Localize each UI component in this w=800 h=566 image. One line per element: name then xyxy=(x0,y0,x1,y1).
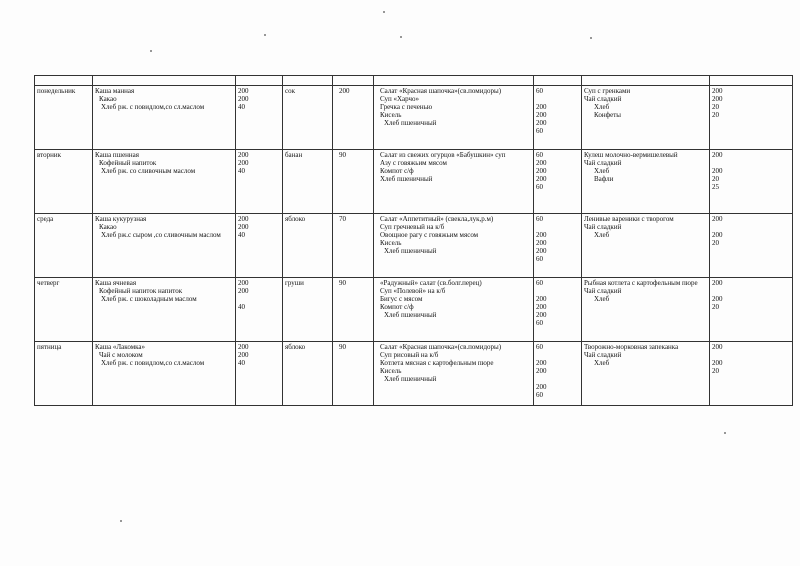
cell-line: 200 xyxy=(536,367,547,375)
cell-line: 200 xyxy=(536,383,547,391)
cell-line: 60 xyxy=(536,183,543,191)
table-row xyxy=(35,214,793,278)
breakfast-cell xyxy=(93,86,236,150)
cell-line: 20 xyxy=(712,103,719,111)
cell-text: 70 xyxy=(339,215,346,223)
cell-line: Хлеб пшеничный xyxy=(384,375,437,383)
cell-line: Творожно-морковная запеканка xyxy=(584,343,679,351)
cell-line: 20 xyxy=(712,303,719,311)
scan-speck xyxy=(383,11,385,13)
cell-line: Компот с/ф xyxy=(380,303,414,311)
table-row xyxy=(35,86,793,150)
cell-line: 200 xyxy=(712,343,723,351)
snack-cell xyxy=(283,342,333,406)
cell-line: Хлеб xyxy=(594,103,610,111)
cell-line: 200 xyxy=(238,223,249,231)
cell-line: Суп гречневый на к/б xyxy=(380,223,445,231)
cell-line: 200 xyxy=(536,167,547,175)
cell-line: Хлеб пшеничный xyxy=(384,119,437,127)
cell-line: Каша манная xyxy=(95,87,135,95)
cell-line: 60 xyxy=(536,151,543,159)
cell-line: 200 xyxy=(238,343,249,351)
afternoon-tea-grams-cell xyxy=(710,86,793,150)
cell-line: Суп «Полевой» на к/б xyxy=(380,287,446,295)
cell-line: 200 xyxy=(238,159,249,167)
cell-text: пятница xyxy=(37,343,62,351)
cell-line: 60 xyxy=(536,319,543,327)
cell-line: Азу с говяжьим мясом xyxy=(380,159,447,167)
cell-text: 90 xyxy=(339,279,346,287)
breakfast-grams-cell xyxy=(236,150,283,214)
cell-line: 200 xyxy=(238,87,249,95)
cell-line xyxy=(712,287,790,295)
afternoon-tea-cell xyxy=(582,278,710,342)
cell-line: Хлеб рж.с сыром ,со сливочным маслом xyxy=(101,231,221,239)
cell-line xyxy=(536,351,579,359)
cell-line: 20 xyxy=(712,367,719,375)
cell-line xyxy=(712,351,790,359)
cell-line: Суп с гренками xyxy=(584,87,631,95)
cell-text: четверг xyxy=(37,279,60,287)
cell-line: Суп рисовый на к/б xyxy=(380,351,439,359)
cell-line: 20 xyxy=(712,239,719,247)
cell-line: 200 xyxy=(536,111,547,119)
cell-line: Компот с/ф xyxy=(380,167,414,175)
snack-grams-cell xyxy=(333,214,374,278)
cell-line: Хлеб xyxy=(594,231,610,239)
day-cell xyxy=(35,214,93,278)
cell-line: Салат «Аппетитный» (свекла,лук,р.м) xyxy=(380,215,494,223)
cell-line: Хлеб рж. с повидлом,со сл.маслом xyxy=(101,359,205,367)
cell-line: 200 xyxy=(536,119,547,127)
cell-text: груши xyxy=(285,279,304,287)
cell-line: Хлеб xyxy=(594,295,610,303)
cell-line xyxy=(238,295,280,303)
cell-line: 60 xyxy=(536,279,543,287)
scan-speck xyxy=(590,37,592,39)
cell-line: 200 xyxy=(536,175,547,183)
afternoon-tea-grams-cell xyxy=(710,342,793,406)
cell-line: 60 xyxy=(536,215,543,223)
day-cell xyxy=(35,342,93,406)
snack-grams-cell xyxy=(333,86,374,150)
lunch-grams-cell xyxy=(534,214,582,278)
lunch-grams-cell xyxy=(534,278,582,342)
breakfast-cell xyxy=(93,214,236,278)
cell-line: 200 xyxy=(238,95,249,103)
table-row xyxy=(35,342,793,406)
cell-line: 20 xyxy=(712,175,719,183)
cell-line: 40 xyxy=(238,231,245,239)
cell-line: 200 xyxy=(536,231,547,239)
cell-line: Хлеб рж. с повидлом,со сл.маслом xyxy=(101,103,205,111)
cell-text: вторник xyxy=(37,151,61,159)
afternoon-tea-grams-cell xyxy=(710,214,793,278)
cell-line xyxy=(536,375,579,383)
cell-line: Чай сладкий xyxy=(584,287,622,295)
cell-line: 200 xyxy=(536,359,547,367)
cell-line: Кисель xyxy=(380,111,402,119)
cell-line xyxy=(536,223,579,231)
cell-line xyxy=(536,95,579,103)
cell-line: Хлеб xyxy=(594,359,610,367)
breakfast-grams-cell xyxy=(236,214,283,278)
afternoon-tea-cell xyxy=(582,214,710,278)
afternoon-tea-cell xyxy=(582,342,710,406)
cell-line: Чай сладкий xyxy=(584,95,622,103)
cell-line: Кулеш молочно-вермишелевый xyxy=(584,151,678,159)
cell-line: 200 xyxy=(712,87,723,95)
snack-grams-cell xyxy=(333,278,374,342)
cell-line: Чай сладкий xyxy=(584,351,622,359)
cell-line: Каша ячневая xyxy=(95,279,137,287)
cell-line: Каша пшенная xyxy=(95,151,139,159)
breakfast-cell xyxy=(93,278,236,342)
table-row xyxy=(35,278,793,342)
cell-line xyxy=(712,159,790,167)
scan-speck xyxy=(264,34,266,36)
cell-line: Бигус с мясом xyxy=(380,295,423,303)
cell-line: Конфеты xyxy=(594,111,621,119)
cell-line: 200 xyxy=(712,231,723,239)
cell-text: банан xyxy=(285,151,303,159)
cell-line xyxy=(712,223,790,231)
cell-line: Хлеб xyxy=(594,167,610,175)
lunch-grams-cell xyxy=(534,342,582,406)
afternoon-tea-grams-cell xyxy=(710,150,793,214)
afternoon-tea-grams-cell xyxy=(710,278,793,342)
afternoon-tea-cell xyxy=(582,86,710,150)
scan-speck xyxy=(400,36,402,38)
cell-line: Каша «Лакомка» xyxy=(95,343,146,351)
cell-line: 200 xyxy=(238,287,249,295)
lunch-cell xyxy=(374,86,534,150)
scan-speck xyxy=(150,50,152,52)
cell-line: Хлеб пшеничный xyxy=(380,175,433,183)
cell-line: 200 xyxy=(536,295,547,303)
cell-line: 60 xyxy=(536,343,543,351)
cell-line: 200 xyxy=(712,359,723,367)
cell-line: Хлеб рж. со сливочным маслом xyxy=(101,167,196,175)
cell-line: 40 xyxy=(238,303,245,311)
cell-line: 200 xyxy=(536,311,547,319)
menu-body xyxy=(35,76,793,406)
cell-line: 200 xyxy=(536,103,547,111)
cell-line: Какао xyxy=(99,95,117,103)
cell-line: Рыбная котлета с картофельным пюре xyxy=(584,279,698,287)
cell-line: Салат «Красная шапочка»(св.помидоры) xyxy=(380,343,502,351)
snack-cell xyxy=(283,278,333,342)
cell-line: 200 xyxy=(712,151,723,159)
afternoon-tea-cell xyxy=(582,150,710,214)
breakfast-grams-cell xyxy=(236,342,283,406)
cell-line: Хлеб пшеничный xyxy=(384,247,437,255)
cell-text: яблоко xyxy=(285,215,306,223)
cell-line: 200 xyxy=(536,303,547,311)
cell-line: Каша кукурузная xyxy=(95,215,147,223)
cell-line: 200 xyxy=(712,295,723,303)
cell-text: 200 xyxy=(339,87,350,95)
day-cell xyxy=(35,278,93,342)
weekly-menu-table xyxy=(34,75,793,406)
breakfast-cell xyxy=(93,342,236,406)
cell-line: 200 xyxy=(536,247,547,255)
cell-line: 20 xyxy=(712,111,719,119)
cell-line: 40 xyxy=(238,359,245,367)
cell-line: Кофейный напиток xyxy=(99,159,157,167)
cell-line: 200 xyxy=(536,239,547,247)
cell-line: Кисель xyxy=(380,239,402,247)
cell-line: 200 xyxy=(238,279,249,287)
header-row xyxy=(35,76,793,86)
cell-line: Кисель xyxy=(380,367,402,375)
cell-line: Салат «Красная шапочка»(св.помидоры) xyxy=(380,87,502,95)
cell-line: Овощное рагу с говяжьим мясом xyxy=(380,231,479,239)
snack-cell xyxy=(283,214,333,278)
snack-grams-cell xyxy=(333,342,374,406)
snack-cell xyxy=(283,86,333,150)
cell-text: 90 xyxy=(339,151,346,159)
cell-line: Какао xyxy=(99,223,117,231)
cell-line: Салат из свежих огурцов «Бабушкин» суп xyxy=(380,151,506,159)
cell-line: 60 xyxy=(536,255,543,263)
cell-line: Чай сладкий xyxy=(584,223,622,231)
cell-line: Чай сладкий xyxy=(584,159,622,167)
cell-line: Хлеб рж. с шоколадным маслом xyxy=(101,295,197,303)
day-cell xyxy=(35,86,93,150)
lunch-cell xyxy=(374,150,534,214)
cell-text: среда xyxy=(37,215,54,223)
cell-line: 200 xyxy=(712,215,723,223)
cell-line: 200 xyxy=(712,167,723,175)
cell-line: 200 xyxy=(712,95,723,103)
cell-line: 25 xyxy=(712,183,719,191)
breakfast-grams-cell xyxy=(236,278,283,342)
breakfast-cell xyxy=(93,150,236,214)
cell-line: 60 xyxy=(536,391,543,399)
cell-line: 200 xyxy=(238,215,249,223)
lunch-grams-cell xyxy=(534,86,582,150)
scan-speck xyxy=(724,432,726,434)
cell-line: Хлеб пшеничный xyxy=(384,311,437,319)
cell-line: 200 xyxy=(238,151,249,159)
lunch-cell xyxy=(374,278,534,342)
lunch-grams-cell xyxy=(534,150,582,214)
cell-line: Котлета мясная с картофельным пюре xyxy=(380,359,494,367)
cell-line xyxy=(536,287,579,295)
cell-line: 40 xyxy=(238,167,245,175)
day-cell xyxy=(35,150,93,214)
lunch-cell xyxy=(374,342,534,406)
cell-line: Суп «Харчо» xyxy=(380,95,419,103)
table-row xyxy=(35,150,793,214)
breakfast-grams-cell xyxy=(236,86,283,150)
cell-text: 90 xyxy=(339,343,346,351)
cell-line: 200 xyxy=(712,279,723,287)
cell-line: Кофейный напиток напиток xyxy=(99,287,183,295)
cell-line: Гречка с печенью xyxy=(380,103,433,111)
cell-text: яблоко xyxy=(285,343,306,351)
lunch-cell xyxy=(374,214,534,278)
cell-line: Чай с молоком xyxy=(99,351,143,359)
cell-line: Ленивые вареники с творогом xyxy=(584,215,674,223)
cell-line: 200 xyxy=(536,159,547,167)
cell-text: сок xyxy=(285,87,296,95)
cell-line: 200 xyxy=(238,351,249,359)
cell-text: понедельник xyxy=(37,87,76,95)
scan-speck xyxy=(120,520,122,522)
cell-line: 40 xyxy=(238,103,245,111)
snack-cell xyxy=(283,150,333,214)
cell-line: «Радужный» салат (св.болг.перец) xyxy=(380,279,482,287)
cell-line: 60 xyxy=(536,87,543,95)
snack-grams-cell xyxy=(333,150,374,214)
cell-line: Вафли xyxy=(594,175,614,183)
cell-line: 60 xyxy=(536,127,543,135)
